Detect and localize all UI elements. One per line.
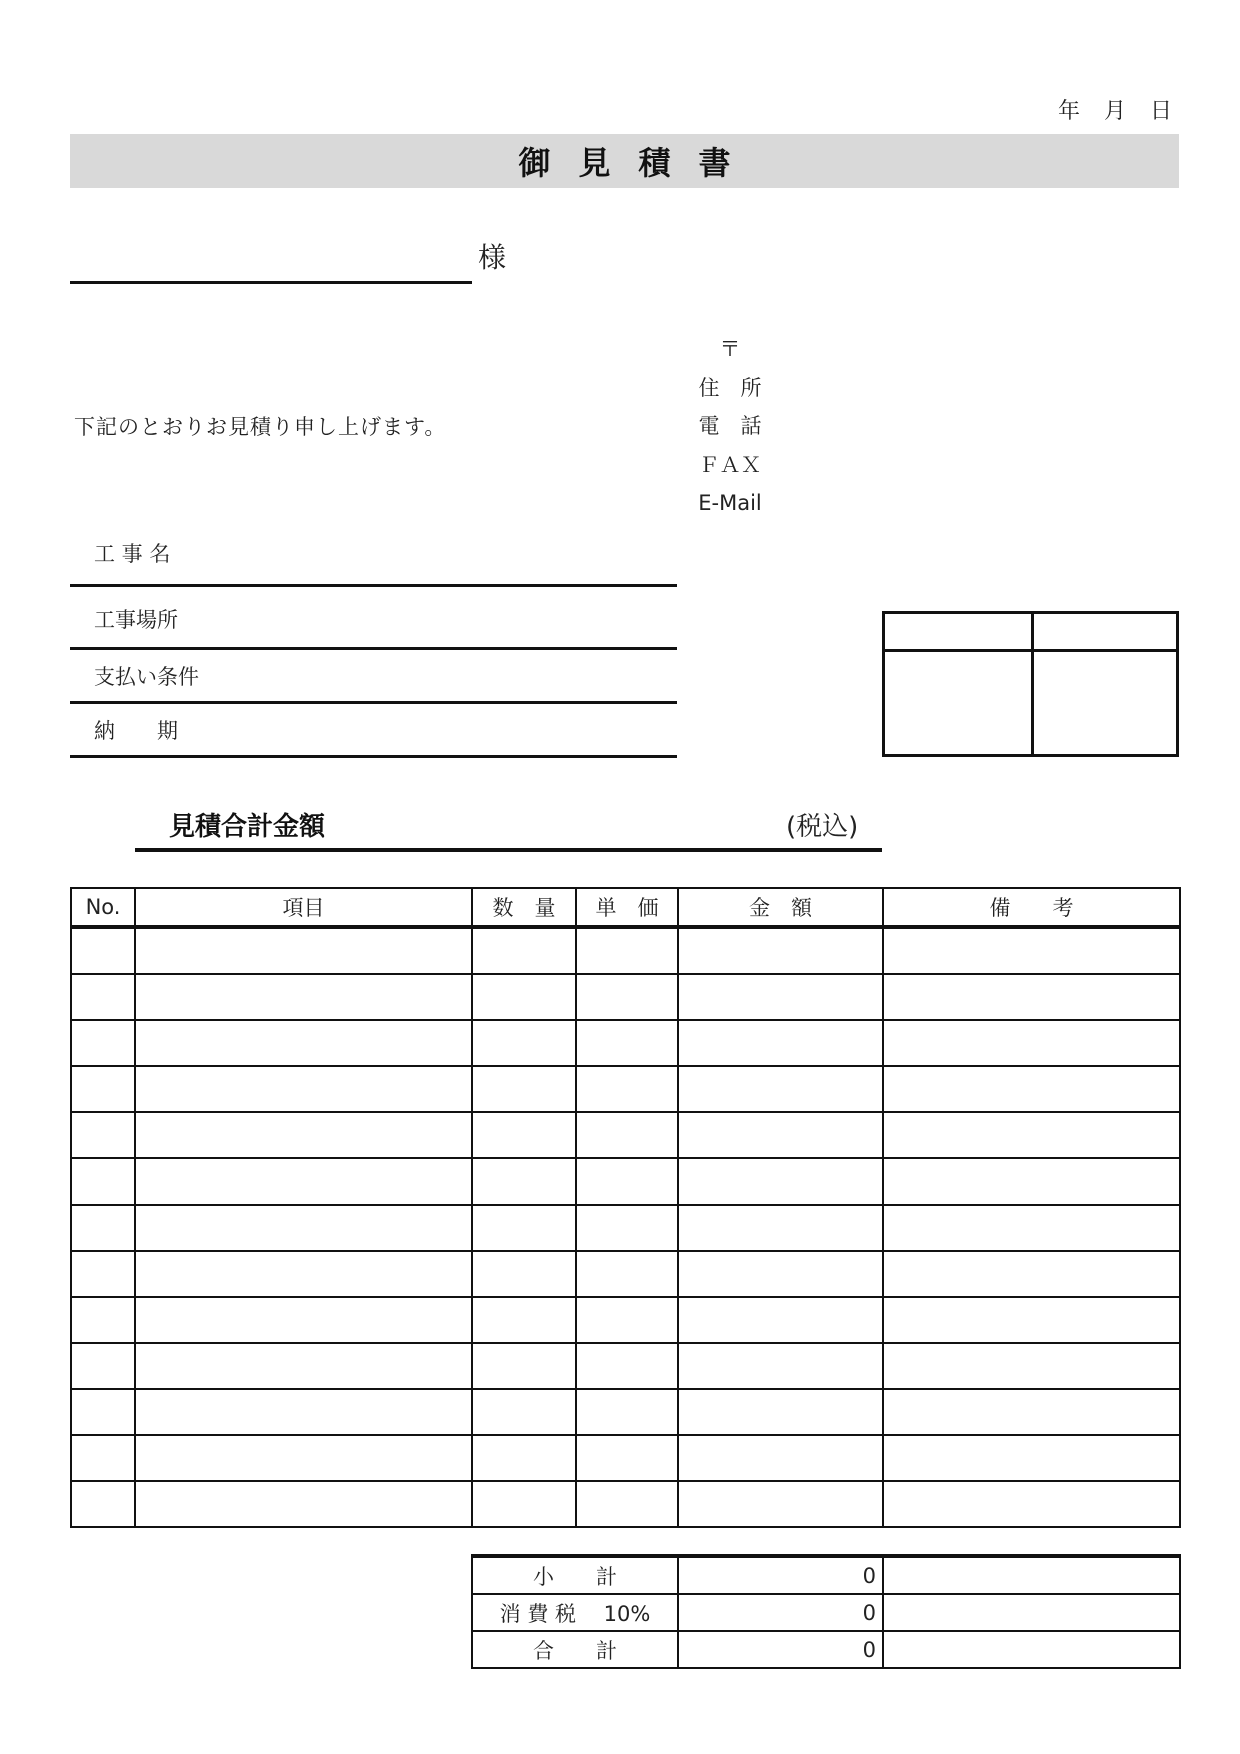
cell-remarks[interactable] — [883, 1251, 1180, 1297]
cell-no[interactable] — [71, 1297, 135, 1343]
cell-unit-price[interactable] — [576, 974, 678, 1020]
table-row — [71, 1205, 1180, 1251]
table-row — [71, 1251, 1180, 1297]
client-suffix: 様 — [478, 241, 507, 274]
table-header — [71, 888, 1180, 927]
date-day: 日 — [1149, 99, 1174, 124]
table-row — [71, 1343, 1180, 1389]
cell-quantity[interactable] — [472, 1435, 576, 1481]
stamp-box — [882, 611, 1179, 757]
cell-item[interactable] — [135, 1020, 472, 1066]
fax-label: ＦＡＸ — [698, 452, 762, 477]
cell-amount[interactable] — [678, 1020, 883, 1066]
company-info — [690, 330, 770, 523]
field-delivery-date[interactable] — [70, 712, 677, 758]
subtotal-row — [472, 1556, 1180, 1594]
date-year: 年 — [1057, 99, 1082, 124]
tax-label: 消 費 税 10% — [472, 1594, 678, 1631]
cell-no[interactable] — [71, 1435, 135, 1481]
field-label: 納 期 — [94, 719, 178, 743]
cell-unit-price[interactable] — [576, 1112, 678, 1158]
cell-item[interactable] — [135, 1343, 472, 1389]
cell-item[interactable] — [135, 1297, 472, 1343]
table-row — [71, 1297, 1180, 1343]
field-project-name[interactable] — [70, 535, 677, 587]
cell-quantity[interactable] — [472, 1020, 576, 1066]
cell-unit-price[interactable] — [576, 1066, 678, 1112]
cell-item[interactable] — [135, 1481, 472, 1527]
cell-amount[interactable] — [678, 1066, 883, 1112]
cell-amount[interactable] — [678, 1251, 883, 1297]
grand-total-remarks[interactable] — [883, 1631, 1180, 1668]
col-no: No. — [71, 888, 135, 927]
cell-unit-price[interactable] — [576, 1435, 678, 1481]
col-remarks: 備 考 — [883, 888, 1180, 927]
cell-remarks[interactable] — [883, 1481, 1180, 1527]
tax-value[interactable]: 0 — [678, 1594, 883, 1631]
col-amount: 金 額 — [678, 888, 883, 927]
cell-no[interactable] — [71, 1066, 135, 1112]
cell-quantity[interactable] — [472, 1205, 576, 1251]
cell-no[interactable] — [71, 1020, 135, 1066]
subtotal-label: 小 計 — [472, 1556, 678, 1594]
cell-unit-price[interactable] — [576, 1389, 678, 1435]
cell-item[interactable] — [135, 1389, 472, 1435]
cell-remarks[interactable] — [883, 974, 1180, 1020]
cell-amount[interactable] — [678, 974, 883, 1020]
cell-amount[interactable] — [678, 1435, 883, 1481]
address-label: 住 所 — [698, 375, 762, 400]
cell-unit-price[interactable] — [576, 1251, 678, 1297]
subtotal-value[interactable]: 0 — [678, 1556, 883, 1594]
field-label: 工事場所 — [94, 608, 178, 632]
grand-total-value[interactable]: 0 — [678, 1631, 883, 1668]
cell-quantity[interactable] — [472, 1066, 576, 1112]
cell-quantity[interactable] — [472, 1158, 576, 1204]
cell-unit-price[interactable] — [576, 1481, 678, 1527]
cell-no[interactable] — [71, 1343, 135, 1389]
tax-row — [472, 1594, 1180, 1631]
issue-date — [1036, 94, 1174, 125]
cell-amount[interactable] — [678, 1481, 883, 1527]
cell-remarks[interactable] — [883, 1297, 1180, 1343]
cell-quantity[interactable] — [472, 927, 576, 974]
date-month: 月 — [1103, 99, 1128, 124]
col-unit-price: 単 価 — [576, 888, 678, 927]
intro-text: 下記のとおりお見積り申し上げます。 — [74, 415, 447, 439]
field-payment-terms[interactable] — [70, 656, 677, 704]
cell-no[interactable] — [71, 1481, 135, 1527]
table-row — [71, 1066, 1180, 1112]
cell-item[interactable] — [135, 1158, 472, 1204]
cell-quantity[interactable] — [472, 1112, 576, 1158]
cell-remarks[interactable] — [883, 927, 1180, 974]
cell-quantity[interactable] — [472, 1297, 576, 1343]
cell-quantity[interactable] — [472, 974, 576, 1020]
cell-item[interactable] — [135, 1251, 472, 1297]
cell-item[interactable] — [135, 1112, 472, 1158]
col-quantity: 数 量 — [472, 888, 576, 927]
email-label: E-Mail — [698, 491, 762, 515]
cell-no[interactable] — [71, 927, 135, 974]
table-row — [71, 1020, 1180, 1066]
cell-no[interactable] — [71, 974, 135, 1020]
cell-unit-price[interactable] — [576, 1343, 678, 1389]
stamp-divider-vertical — [1031, 614, 1034, 754]
grand-total-label: 合 計 — [472, 1631, 678, 1668]
total-amount-line[interactable] — [135, 848, 882, 852]
cell-amount[interactable] — [678, 1205, 883, 1251]
totals-table — [471, 1554, 1181, 1669]
estimate-table — [70, 887, 1181, 1528]
cell-amount[interactable] — [678, 927, 883, 974]
cell-item[interactable] — [135, 1066, 472, 1112]
cell-quantity[interactable] — [472, 1481, 576, 1527]
cell-amount[interactable] — [678, 1297, 883, 1343]
cell-item[interactable] — [135, 927, 472, 974]
cell-no[interactable] — [71, 1158, 135, 1204]
postal-mark: 〒 — [719, 337, 741, 361]
cell-unit-price[interactable] — [576, 1020, 678, 1066]
cell-no[interactable] — [71, 1389, 135, 1435]
cell-remarks[interactable] — [883, 1066, 1180, 1112]
phone-label: 電 話 — [698, 414, 762, 438]
cell-remarks[interactable] — [883, 1112, 1180, 1158]
field-label: 支払い条件 — [94, 665, 199, 689]
cell-quantity[interactable] — [472, 1251, 576, 1297]
cell-remarks[interactable] — [883, 1435, 1180, 1481]
cell-no[interactable] — [71, 1112, 135, 1158]
cell-remarks[interactable] — [883, 1158, 1180, 1204]
cell-item[interactable] — [135, 1435, 472, 1481]
cell-quantity[interactable] — [472, 1343, 576, 1389]
cell-no[interactable] — [71, 1251, 135, 1297]
cell-unit-price[interactable] — [576, 927, 678, 974]
tax-remarks[interactable] — [883, 1594, 1180, 1631]
cell-unit-price[interactable] — [576, 1158, 678, 1204]
subtotal-remarks[interactable] — [883, 1556, 1180, 1594]
table-row — [71, 1112, 1180, 1158]
stamp-divider-horizontal — [885, 649, 1176, 652]
total-amount-label: 見積合計金額 — [169, 812, 326, 842]
tax-included-note: (税込) — [786, 812, 859, 842]
client-name-line[interactable] — [70, 281, 472, 284]
cell-unit-price[interactable] — [576, 1297, 678, 1343]
grand-total-row — [472, 1631, 1180, 1668]
cell-no[interactable] — [71, 1205, 135, 1251]
cell-remarks[interactable] — [883, 1389, 1180, 1435]
col-item: 項目 — [135, 888, 472, 927]
table-row — [71, 927, 1180, 974]
cell-remarks[interactable] — [883, 1020, 1180, 1066]
field-label: 工 事 名 — [94, 542, 171, 566]
cell-item[interactable] — [135, 1205, 472, 1251]
cell-remarks[interactable] — [883, 1343, 1180, 1389]
cell-quantity[interactable] — [472, 1389, 576, 1435]
title-bar — [70, 134, 1179, 188]
table-row — [71, 1481, 1180, 1527]
cell-amount[interactable] — [678, 1389, 883, 1435]
table-row — [71, 1389, 1180, 1435]
cell-unit-price[interactable] — [576, 1205, 678, 1251]
field-project-location[interactable] — [70, 598, 677, 650]
cell-amount[interactable] — [678, 1112, 883, 1158]
cell-amount[interactable] — [678, 1343, 883, 1389]
table-row — [71, 1158, 1180, 1204]
cell-item[interactable] — [135, 974, 472, 1020]
cell-amount[interactable] — [678, 1158, 883, 1204]
cell-remarks[interactable] — [883, 1205, 1180, 1251]
document-title: 御見積書 — [518, 144, 759, 182]
table-row — [71, 1435, 1180, 1481]
table-row — [71, 974, 1180, 1020]
